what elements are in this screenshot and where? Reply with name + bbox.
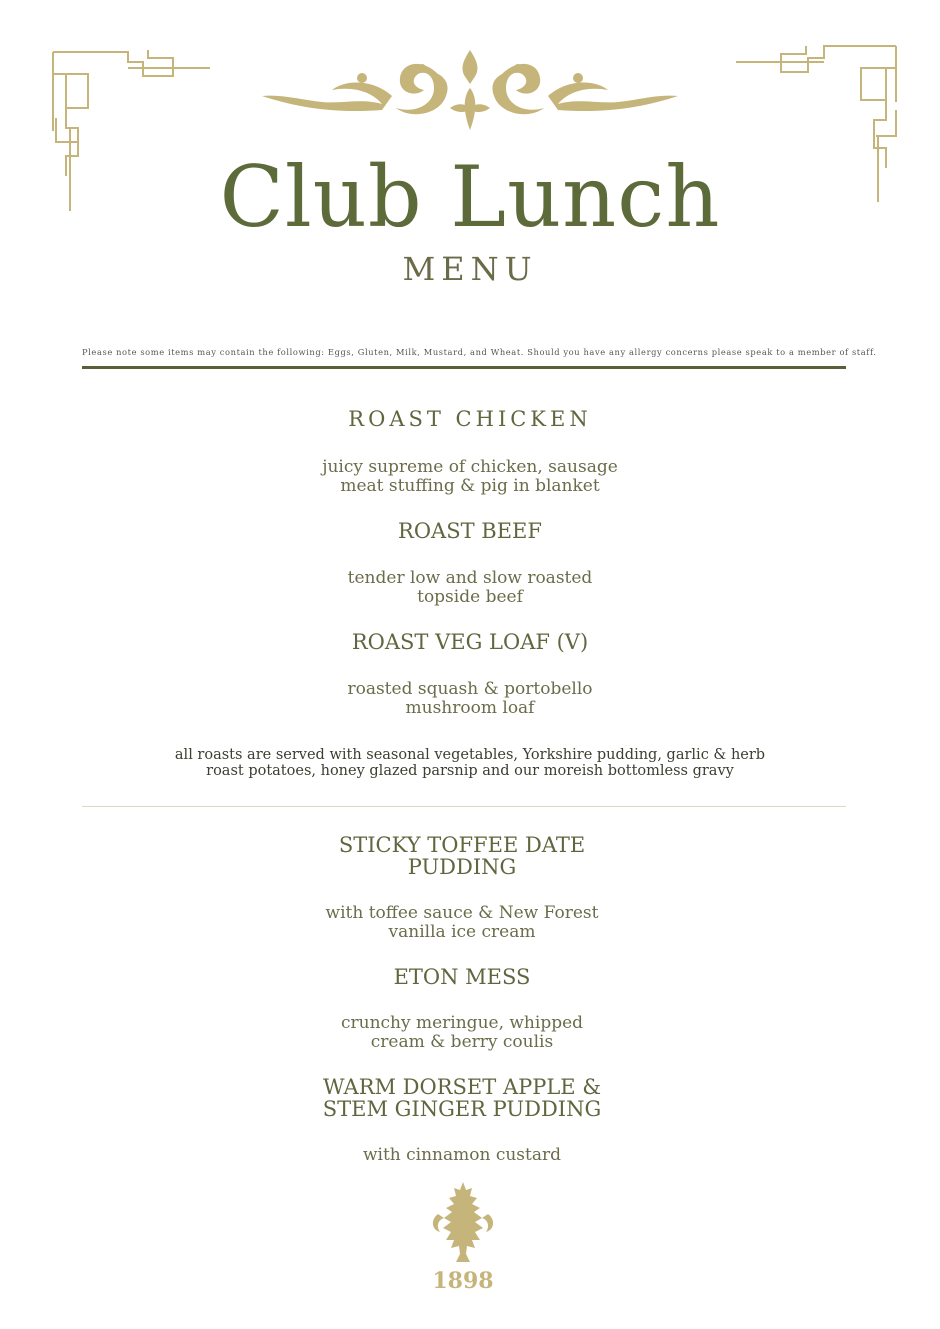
flourish-ornament-icon [262, 48, 678, 132]
dessert-description-line: cream & berry coulis [370, 1032, 554, 1052]
dessert-name-line: STEM GINGER PUDDING [322, 1097, 602, 1121]
dessert-name-line: WARM DORSET APPLE & [322, 1075, 602, 1099]
tree-crest-icon [420, 1180, 506, 1266]
dessert-description [0, 1014, 932, 1052]
dish-description [0, 569, 940, 607]
dessert-name-line: ETON MESS [393, 965, 531, 989]
dish-description-line: roasted squash & portobello [347, 679, 593, 699]
dish-description-line: topside beef [417, 587, 523, 607]
dessert-description-line: with toffee sauce & New Forest [325, 903, 599, 923]
dessert-description-line: crunchy meringue, whipped [340, 1013, 584, 1033]
dessert-name [0, 966, 932, 988]
dessert-name [0, 1076, 932, 1120]
dish-name: ROAST CHICKEN [348, 407, 592, 431]
dessert-name-line: PUDDING [407, 855, 517, 879]
dish-description [0, 458, 940, 496]
dish-name: ROAST BEEF [398, 519, 542, 543]
mains-note-line: roast potatoes, honey glazed parsnip and our moreish bottomless gravy [206, 763, 734, 779]
dessert-name-line: STICKY TOFFEE DATE [338, 833, 586, 857]
club-logo [420, 1180, 506, 1295]
divider [82, 366, 846, 369]
dish-name: ROAST VEG LOAF (V) [351, 630, 589, 654]
dessert-description-line: vanilla ice cream [388, 922, 536, 942]
dish-description-line: mushroom loaf [405, 698, 535, 718]
dish-description-line: tender low and slow roasted [347, 568, 593, 588]
dessert-description [0, 904, 932, 942]
dish-description [0, 680, 940, 718]
dish-description-line: meat stuffing & pig in blanket [340, 476, 600, 496]
dessert-name [0, 834, 932, 878]
menu-subtitle: MENU [402, 250, 538, 288]
section-divider [82, 806, 846, 807]
dish-description-line: juicy supreme of chicken, sausage [322, 457, 618, 477]
club-year: 1898 [432, 1268, 494, 1294]
dessert-description-line: with cinnamon custard [362, 1145, 562, 1165]
menu-title: Club Lunch [219, 148, 721, 246]
mains-note-line: all roasts are served with seasonal vegetables, Yorkshire pudding, garlic & herb [174, 747, 766, 763]
mains-note [0, 747, 940, 779]
dessert-description [0, 1146, 932, 1165]
allergy-notice: Please note some items may contain the following: Eggs, Gluten, Milk, Mustard, and Wheat. Should you have any allergy concerns please speak to a member of staff. [82, 347, 877, 357]
